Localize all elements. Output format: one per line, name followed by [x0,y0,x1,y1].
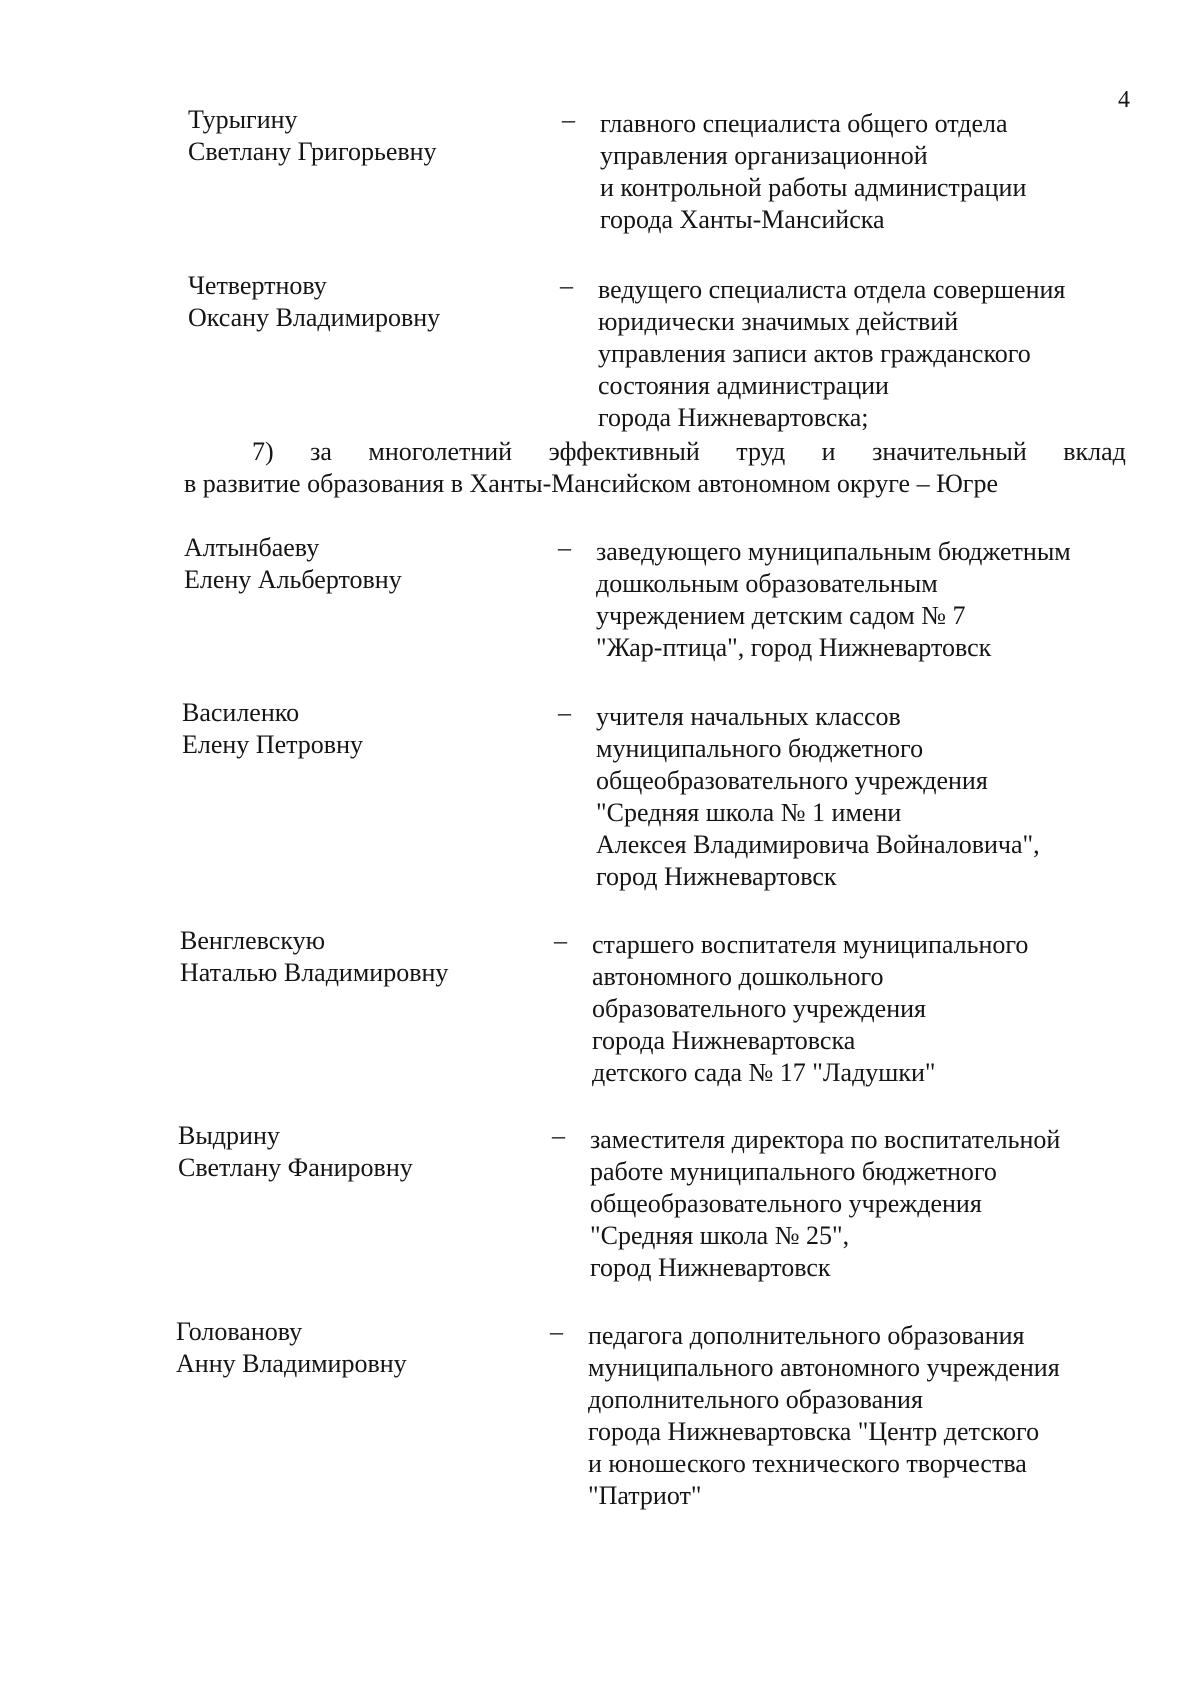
surname: Василенко [182,698,300,727]
description-line: детского сада № 17 "Ладушки" [592,1058,936,1087]
description-line: управления записи актов гражданского [598,339,1031,368]
description-line: учителя начальных классов [596,702,901,731]
surname: Голованову [176,1317,303,1346]
person-name [184,532,402,596]
clause-word: 7) [252,437,274,466]
given-names: Елену Альбертовну [184,565,402,594]
surname: Турыгину [188,105,298,134]
position-description [588,1320,1060,1512]
description-line: общеобразовательного учреждения [596,766,988,795]
dash-separator: – [560,271,573,300]
person-name [188,270,440,334]
surname: Четвертнову [188,271,327,300]
description-line: муниципального автономного учреждения [588,1353,1060,1382]
dash-separator: – [550,1317,563,1346]
description-line: главного специалиста общего отдела [600,109,1008,138]
description-line: заместителя директора по воспитательной [590,1125,1061,1154]
description-line: педагога дополнительного образования [588,1321,1025,1350]
dash-separator: – [558,698,571,727]
clause-word: и [821,437,836,466]
description-line: состояния администрации [598,371,889,400]
description-line: "Средняя школа № 25", [590,1221,850,1250]
clause-word: значительный [872,437,1027,466]
given-names: Анну Владимировну [176,1349,407,1378]
page-number: 4 [1118,87,1130,113]
surname: Венглевскую [180,926,326,955]
position-description [596,701,1040,893]
clause-line-1 [184,436,1126,468]
surname: Выдрину [178,1121,280,1150]
description-line: "Средняя школа № 1 имени [596,798,902,827]
given-names: Светлану Фанировну [178,1153,413,1182]
description-line: автономного дошкольного [592,962,884,991]
description-line: старшего воспитателя муниципального [592,930,1029,959]
surname: Алтынбаеву [184,533,320,562]
clause-line-2: в развитие образования в Ханты-Мансийском автономном округе – Югре [184,469,998,498]
description-line: Алексея Владимировича Войналовича", [596,830,1040,859]
clause-word: за [310,437,332,466]
clause-word: многолетний [368,437,513,466]
position-description [600,108,1026,236]
person-name [180,925,448,989]
given-names: Светлану Григорьевну [188,137,437,166]
description-line: образовательного учреждения [592,994,926,1023]
description-line: муниципального бюджетного [596,734,924,763]
dash-separator: – [558,533,571,562]
description-line: управления организационной [600,141,928,170]
person-name [178,1120,413,1184]
description-line: и юношеского технического творчества [588,1449,1027,1478]
position-description [592,929,1028,1089]
dash-separator: – [562,105,575,134]
description-line: заведующего муниципальным бюджетным [596,537,1071,566]
dash-separator: – [554,926,567,955]
person-name [182,697,363,761]
description-line: и контрольной работы администрации [600,173,1027,202]
description-line: дополнительного образования [588,1385,923,1414]
description-line: город Нижневартовск [590,1253,831,1282]
description-line: юридически значимых действий [598,307,959,336]
given-names: Оксану Владимировну [188,303,441,332]
person-name [176,1316,407,1380]
position-description [596,536,1071,664]
description-line: учреждением детским садом № 7 [596,601,966,630]
description-line: работе муниципального бюджетного [590,1157,997,1186]
dash-separator: – [552,1121,565,1150]
description-line: города Ханты-Мансийска [600,205,885,234]
description-line: дошкольным образовательным [596,569,938,598]
clause-word: труд [736,437,786,466]
clause-word: эффективный [548,437,700,466]
description-line: города Нижневартовска "Центр детского [588,1417,1040,1446]
description-line: "Жар-птица", город Нижневартовск [596,633,992,662]
given-names: Елену Петровну [182,730,363,759]
position-description [598,274,1065,434]
description-line: "Патриот" [588,1481,702,1510]
given-names: Наталью Владимировну [180,958,449,987]
person-name [188,104,437,168]
clause-7 [184,436,1126,500]
description-line: общеобразовательного учреждения [590,1189,982,1218]
description-line: ведущего специалиста отдела совершения [598,275,1066,304]
description-line: города Нижневартовска; [598,403,869,432]
position-description [590,1124,1060,1284]
clause-word: вклад [1063,437,1126,466]
description-line: города Нижневартовска [592,1026,856,1055]
description-line: город Нижневартовск [596,862,837,891]
